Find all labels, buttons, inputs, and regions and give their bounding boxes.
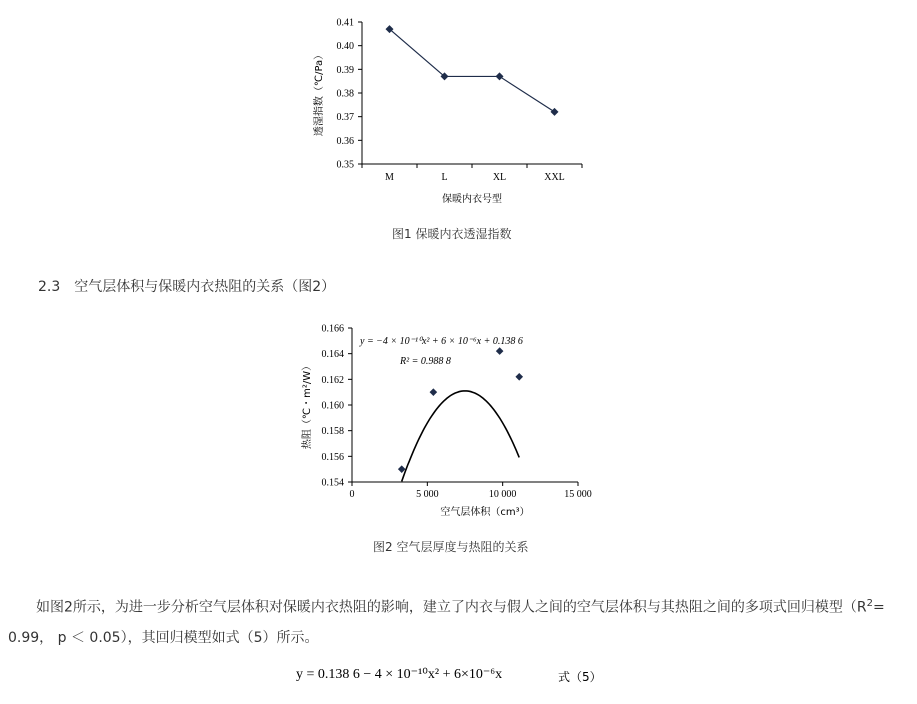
y-tick-label: 0.160 [321,400,344,412]
x-axis-label: 保暖内衣号型 [442,194,502,205]
x-tick-label: L [441,172,448,183]
y-axis-label: 透湿指数（℃/Pa） [314,49,325,137]
data-point [496,347,504,355]
x-tick-label: 0 [349,489,355,500]
y-tick-label: 0.41 [336,17,354,29]
y-tick-label: 0.38 [336,88,354,100]
paragraph-superscript: 2 [866,598,874,609]
y-tick-label: 0.40 [336,41,354,53]
y-tick-label: 0.39 [336,64,354,76]
y-axis-label: 热阻（℃・m²/W） [302,360,313,450]
y-tick-label: 0.164 [321,349,344,361]
r-squared-label: R² = 0.988 8 [400,356,451,367]
data-point [430,388,438,396]
x-tick-label: XXL [544,172,565,183]
regression-equation: y = 0.138 6 − 4 × 10⁻¹⁰x² + 6×10⁻⁶x [296,667,503,682]
y-tick-label: 0.162 [321,374,344,386]
figure-1-caption: 图1 保暖内衣透湿指数 [392,227,512,241]
x-axis-label: 空气层体积（cm³） [440,507,530,518]
y-tick-label: 0.158 [321,426,344,438]
x-tick-label: 10 000 [488,489,517,500]
equation-label: y = −4 × 10⁻¹⁰x² + 6 × 10⁻⁶x + 0.138 6 [360,336,523,347]
figure-2-caption: 图2 空气层厚度与热阻的关系 [373,540,529,554]
y-tick-label: 0.166 [321,323,344,335]
trendline [402,391,520,482]
data-point [515,373,523,381]
y-tick-label: 0.37 [336,112,354,124]
y-tick-label: 0.154 [321,477,344,489]
x-tick-label: 15 000 [564,489,592,500]
body-paragraph [8,589,912,653]
y-tick-label: 0.36 [336,135,354,147]
x-tick-label: 5 000 [416,489,439,500]
section-number: 2.3 [38,279,61,295]
x-tick-label: M [385,172,394,183]
x-tick-label: XL [492,172,507,183]
y-tick-label: 0.156 [321,451,344,463]
y-tick-label: 0.35 [336,159,354,171]
section-title: 空气层体积与保暖内衣热阻的关系（图2） [74,279,336,295]
paragraph-text-2: = 0.99， p ＜ 0.05），其回归模型如式（5）所示。 [8,599,885,646]
paragraph-text-1: 如图2所示，为进一步分析空气层体积对保暖内衣热阻的影响，建立了内衣与假人之间的空气层体积与其热阻之间的多项式回归模型（R [36,599,867,616]
equation-number: 式（5） [558,670,602,684]
